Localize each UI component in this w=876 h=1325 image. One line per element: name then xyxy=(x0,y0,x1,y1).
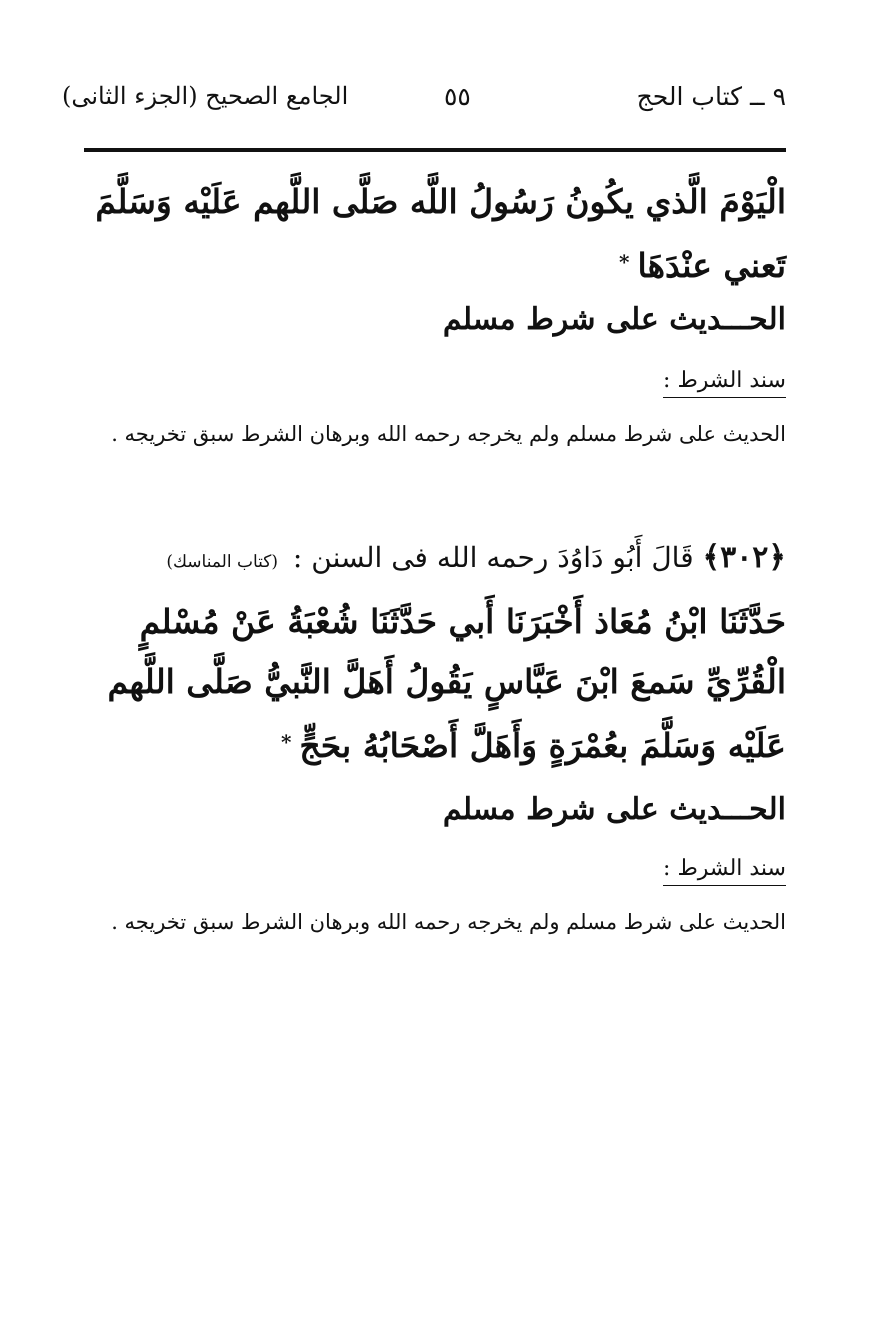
book-title: الجامع الصحيح (الجزء الثانى) xyxy=(62,82,349,110)
star-mark-1: * xyxy=(619,250,630,274)
running-header xyxy=(62,82,786,128)
chapter-title: ٩ ــ كتاب الحج xyxy=(636,82,786,111)
hadith-body-1: الْيَوْمَ الَّذي يكُونُ رَسُولُ اللَّه صَلَّى اللَّهم عَلَيْه وَسَلَّمَ تَعني عنْدَهَا xyxy=(95,182,786,285)
sanad-label-1 xyxy=(86,368,786,393)
note-1: الحديث على شرط مسلم ولم يخرجه رحمه الله وبرهان الشرط سبق تخريجه . xyxy=(111,422,786,446)
sanad-label-2 xyxy=(86,856,786,881)
hadith-text-1 xyxy=(86,172,786,296)
note-2: الحديث على شرط مسلم ولم يخرجه رحمه الله وبرهان الشرط سبق تخريجه . xyxy=(111,910,786,934)
verdict-1: الحـــديث على شرط مسلم xyxy=(442,302,786,337)
hadith-intro-text: قَالَ أَبُو دَاوُدَ رحمه الله فى السنن : xyxy=(292,541,694,574)
header-rule xyxy=(84,148,786,152)
sanad-label-text-2: سند الشرط : xyxy=(663,856,786,886)
sanad-label-text-1: سند الشرط : xyxy=(663,368,786,398)
hadith-text-2 xyxy=(86,592,786,776)
hadith-number: ﴿٣٠٢﴾ xyxy=(702,540,786,575)
hadith-body-2: حَدَّثَنَا ابْنُ مُعَاذ أَخْبَرَنَا أَبي حَدَّثَنَا شُعْبَةُ عَنْ مُسْلمٍ الْقُرِّيِّ سَمعَ ابْنَ عَبَّاسٍ يَقُولُ أَهَلَّ النَّبيُّ صَلَّى اللَّهم عَلَيْه وَسَلَّمَ بعُمْرَةٍ وَأَهَلَّ أَصْحَابُهُ بحَجٍّ xyxy=(107,602,786,765)
page-number: ٥٥ xyxy=(444,82,471,111)
source-reference: (كتاب المناسك) xyxy=(166,552,279,572)
star-mark-2: * xyxy=(280,730,292,754)
verdict-2: الحـــديث على شرط مسلم xyxy=(442,792,786,827)
hadith-intro-2 xyxy=(86,540,786,575)
